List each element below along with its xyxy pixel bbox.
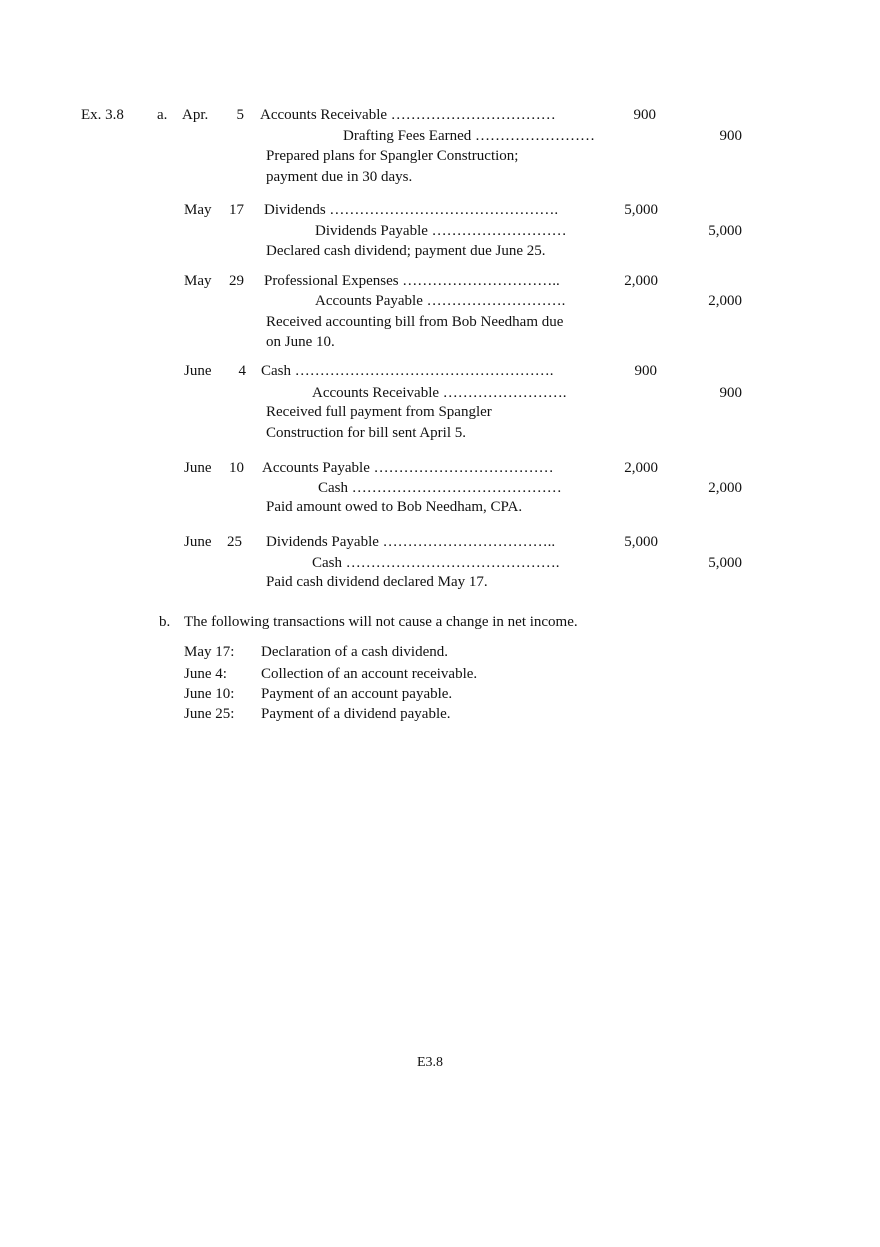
item-date: May 17: [184,644,235,660]
item-date: June 10: [184,686,235,702]
item-date: June 4: [184,666,227,682]
entry-memo-line: Received full payment from Spangler [266,404,492,420]
entry-memo-line: Paid amount owed to Bob Needham, CPA. [266,499,523,515]
credit-account: Accounts Receivable ……………………. [312,385,567,401]
credit-amount: 900 [719,128,742,144]
entry-memo-line: Prepared plans for Spangler Construction; [266,148,519,164]
debit-amount: 2,000 [624,273,658,289]
entry-memo-line: Declared cash dividend; payment due June 25. [266,243,546,259]
entry-memo-line: Received accounting bill from Bob Needham due [266,314,564,330]
entry-month: June [184,534,212,550]
debit-account: Dividends ………………………………………. [264,202,559,218]
item-date: June 25: [184,706,235,722]
debit-account: Dividends Payable …………………………….. [266,534,556,550]
part-a-label: a. [157,107,168,123]
entry-month: May [184,202,212,218]
item-description: Collection of an account receivable. [261,666,478,682]
entry-month: June [184,363,212,379]
credit-amount: 2,000 [708,293,742,309]
debit-amount: 5,000 [624,534,658,550]
debit-account: Accounts Receivable …………………………… [260,107,556,123]
page-number: E3.8 [417,1055,444,1070]
credit-account: Cash …………………………………… [318,480,562,496]
debit-amount: 900 [634,363,657,379]
entry-day: 10 [229,460,244,476]
credit-account: Dividends Payable ……………………… [315,223,567,239]
item-description: Payment of an account payable. [261,686,453,702]
part-b-intro: The following transactions will not cause a change in net income. [184,614,578,630]
debit-account: Cash ……………………………………………. [261,363,554,379]
credit-amount: 2,000 [708,480,742,496]
entry-day: 17 [229,202,244,218]
entry-memo-line: Paid cash dividend declared May 17. [266,574,488,590]
entry-day: 25 [227,534,242,550]
debit-account: Professional Expenses ………………………….. [264,273,560,289]
entry-day: 29 [229,273,244,289]
entry-memo-line: on June 10. [266,334,335,350]
credit-amount: 900 [719,385,742,401]
item-description: Payment of a dividend payable. [261,706,451,722]
entry-month: June [184,460,212,476]
entry-memo-line: Construction for bill sent April 5. [266,425,466,441]
credit-amount: 5,000 [708,223,742,239]
exercise-label: Ex. 3.8 [81,107,124,123]
credit-amount: 5,000 [708,555,742,571]
debit-amount: 2,000 [624,460,658,476]
credit-account: Cash ……………………………………. [312,555,560,571]
credit-account: Accounts Payable ………………………. [315,293,566,309]
part-b-label: b. [159,614,171,630]
entry-memo-line: payment due in 30 days. [266,169,413,185]
debit-amount: 5,000 [624,202,658,218]
entry-month: Apr. [182,107,209,123]
entry-day: 4 [238,363,246,379]
entry-day: 5 [236,107,244,123]
item-description: Declaration of a cash dividend. [261,644,449,660]
debit-account: Accounts Payable ……………………………… [262,460,554,476]
entry-month: May [184,273,212,289]
debit-amount: 900 [633,107,656,123]
credit-account: Drafting Fees Earned …………………… [343,128,596,144]
